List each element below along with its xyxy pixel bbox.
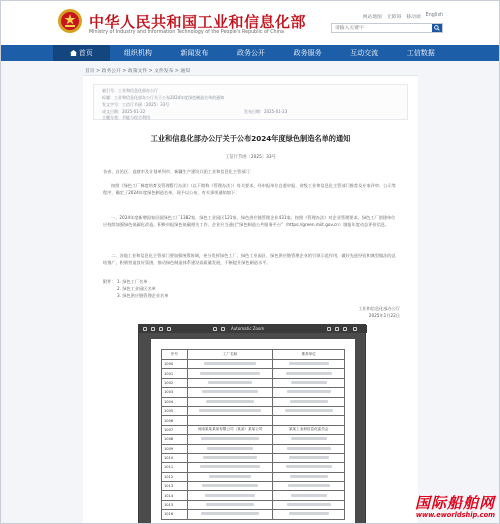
table-header-factory: 工厂名称 [187, 350, 273, 360]
signature-date: 2025年1月22日 [368, 313, 400, 318]
table-cell-factory [187, 453, 273, 462]
table-cell-index: 1002 [162, 378, 188, 387]
table-cell-factory [187, 406, 273, 415]
table-row [162, 360, 345, 369]
attachment-link-1[interactable]: 1. 绿色工厂名单 [117, 279, 148, 284]
table-cell-unit [273, 453, 345, 462]
breadcrumb[interactable]: 首页 > 政务公开 > 政策文件 > 文件发布 > 通知 [85, 69, 191, 74]
table-cell-unit [273, 472, 345, 481]
main-nav [1, 45, 500, 61]
redacted-text [286, 372, 332, 375]
table-row [162, 500, 345, 509]
redacted-text [288, 484, 330, 487]
nav-item-interaction[interactable]: 互动交流 [350, 49, 379, 57]
table-cell-index: 1011 [162, 463, 188, 472]
redacted-text [287, 447, 331, 450]
article-doc-number: 工信厅节函〔2025〕33号 [225, 155, 276, 160]
table-body [162, 360, 345, 520]
article-paragraph-3: 二、各地工业和信息化主管部门要加强统筹协调，充分发挥绿色工厂、绿色工业园区、绿色供应链管理企业的引领示范作用，做好先进经验和典型做法的总结推广，积极营造良好氛围，推动绿色制造体系建设高质量发展，不断提升绿色制造水平。 [103, 253, 396, 266]
table-row [162, 378, 345, 387]
print-icon[interactable] [327, 327, 331, 331]
zoom-in-icon[interactable] [221, 327, 225, 331]
table-row [162, 463, 345, 472]
table-cell-factory: 河南某某某某有限公司（某某）某某公司 [187, 425, 273, 434]
redacted-text [287, 503, 331, 506]
table-cell-index: 1008 [162, 435, 188, 444]
top-links [363, 13, 443, 20]
redacted-text [201, 512, 259, 515]
nav-item-services[interactable]: 政务服务 [293, 49, 322, 57]
site-title[interactable]: 中华人民共和国工业和信息化部 [89, 13, 307, 31]
document-meta [93, 84, 408, 120]
redacted-text [199, 409, 261, 412]
table-row [162, 435, 345, 444]
nav-item-government-affairs[interactable]: 政务公开 [237, 49, 266, 57]
top-link-mobile[interactable]: 移动端 [406, 15, 421, 20]
table-cell-factory [187, 444, 273, 453]
redacted-text [286, 465, 332, 468]
table-cell-index: 1007 [162, 425, 188, 434]
nav-item-label: 首页 [78, 49, 93, 57]
nav-item-organization[interactable]: 组织机构 [123, 49, 152, 57]
search-icon [434, 25, 440, 31]
sidebar-toggle-icon[interactable] [143, 327, 147, 331]
redacted-text [291, 437, 327, 440]
table-cell-factory [187, 397, 273, 406]
table-cell-unit [273, 482, 345, 491]
table-row [162, 482, 345, 491]
redacted-text [205, 494, 255, 497]
table-cell-index: 1000 [162, 360, 188, 369]
meta-title: 标题：工业和信息化部办公厅关于公布2024年度绿色制造名单的通知 [102, 95, 225, 100]
article-paragraph-2: 一、2024年度新增国家层面绿色工厂1382家、绿色工业园区121家、绿色供应链管理企业431家。按照《管理办法》对企业管理要求，绿色工厂创建单位应持续加强绿色低碳化改造，积极申报绿色低碳相关工作，企业应当通过“绿色制造公共服务平台”（https://green.miit.gov.cn）填报年度动态评价信息。 [103, 215, 396, 228]
home-icon [70, 50, 77, 56]
attachment-link-3[interactable]: 3. 绿色供应链管理企业名单 [117, 293, 169, 298]
search-button[interactable] [432, 24, 442, 32]
article-card [83, 75, 418, 524]
redacted-text [206, 503, 254, 506]
redacted-text [208, 381, 252, 384]
table-cell-unit: 某某工业和信息化委员会 [273, 425, 345, 434]
table-row [162, 425, 345, 434]
table-cell-factory [187, 491, 273, 500]
redacted-text [291, 494, 327, 497]
table-cell-unit [273, 416, 345, 425]
table-cell-unit [273, 388, 345, 397]
redacted-text [209, 475, 251, 478]
table-cell-unit [273, 397, 345, 406]
table-cell-index: 1006 [162, 416, 188, 425]
table-cell-index: 1013 [162, 482, 188, 491]
table-cell-index: 1003 [162, 388, 188, 397]
meta-publish-date: 发布日期：2025-01-23 [244, 109, 288, 114]
nav-item-news[interactable]: 新闻发布 [180, 49, 209, 57]
national-emblem-icon [57, 8, 83, 34]
redacted-text [291, 381, 327, 384]
table-row [162, 491, 345, 500]
table-cell-unit [273, 435, 345, 444]
table-cell-unit [273, 444, 345, 453]
table-cell-factory [187, 369, 273, 378]
table-cell-unit [273, 500, 345, 509]
table-cell-unit [273, 510, 345, 519]
table-row [162, 510, 345, 519]
meta-index: 索引号：工业和信息化部办公厅 [102, 88, 158, 93]
pdf-toolbar [139, 325, 367, 333]
site-header [1, 1, 500, 45]
table-row [162, 369, 345, 378]
meta-doc-number: 发文字号：工信厅节函〔2025〕33号 [102, 102, 170, 107]
pdf-viewer[interactable] [138, 324, 366, 524]
redacted-text [201, 437, 259, 440]
page-up-icon[interactable] [159, 327, 163, 331]
search-input[interactable] [335, 24, 430, 32]
table-cell-index: 1009 [162, 444, 188, 453]
page-down-icon[interactable] [167, 327, 171, 331]
meta-written-date: 成文日期：2025-01-22 [102, 109, 146, 114]
signature-org: 工业和信息化部办公厅 [358, 306, 400, 311]
table-cell-factory [187, 360, 273, 369]
redacted-text [200, 465, 260, 468]
table-cell-unit [273, 369, 345, 378]
search-box [331, 23, 443, 33]
list-table [161, 349, 345, 520]
redacted-text [290, 400, 328, 403]
top-link-english[interactable]: English [425, 13, 443, 18]
nav-item-data[interactable]: 工信数据 [406, 49, 435, 57]
redacted-text [290, 475, 328, 478]
redacted-text [203, 456, 257, 459]
table-cell-factory [187, 482, 273, 491]
table-cell-unit [273, 360, 345, 369]
table-cell-factory [187, 510, 273, 519]
table-cell-index: 1016 [162, 510, 188, 519]
watermark-url: www.eworldship.com [415, 511, 495, 519]
article-salutation: 各省、自治区、直辖市及计划单列市、新疆生产建设兵团工业和信息化主管部门： [103, 169, 254, 174]
table-cell-unit [273, 491, 345, 500]
tools-icon[interactable] [353, 327, 357, 331]
redacted-text [289, 362, 329, 365]
zoom-select[interactable]: Automatic Zoom [231, 326, 265, 331]
table-row [162, 472, 345, 481]
table-cell-factory [187, 435, 273, 444]
redacted-text [204, 362, 256, 365]
table-cell-factory [187, 378, 273, 387]
meta-category: 主题分类：节能与综合利用 [102, 115, 150, 120]
redacted-text [287, 390, 331, 393]
table-cell-index: 1004 [162, 397, 188, 406]
article-paragraph-1: 按照《绿色工厂梯度培育及管理暂行办法》（以下简称《管理办法》）有关要求，经申报单位自愿申报、省级工业和信息化主管部门推荐及专家评审、公示等程序，确定了2024年度绿色制造名单，现予以公布，有关事项通知如下： [103, 183, 396, 196]
top-link-sitemap[interactable]: 网站地图 [362, 15, 382, 20]
table-header-index: 序号 [162, 350, 188, 360]
table-cell-factory [187, 472, 273, 481]
table-cell-factory [187, 500, 273, 509]
table-row [162, 397, 345, 406]
table-cell-unit [273, 463, 345, 472]
table-cell-unit [273, 406, 345, 415]
pdf-page [151, 339, 355, 524]
nav-item-home[interactable] [53, 45, 110, 61]
redacted-text [202, 390, 258, 393]
table-row [162, 406, 345, 415]
table-row [162, 416, 345, 425]
table-cell-factory [187, 388, 273, 397]
redacted-text [289, 512, 329, 515]
site-title-english: Ministry of Industry and Information Technology of the People's Republic of China [89, 30, 284, 35]
table-cell-factory [187, 416, 273, 425]
attachments-label: 附件： [103, 279, 116, 284]
table-cell-unit [273, 378, 345, 387]
redacted-text [207, 447, 253, 450]
attachment-link-2[interactable]: 2. 绿色工业园区名单 [117, 286, 156, 291]
table-row [162, 444, 345, 453]
table-header-unit: 推荐单位 [273, 350, 345, 360]
table-cell-factory [187, 463, 273, 472]
zoom-out-icon[interactable] [213, 327, 217, 331]
table-cell-index: 1001 [162, 369, 188, 378]
table-cell-index: 1015 [162, 500, 188, 509]
top-link-accessibility[interactable]: 无障碍 [386, 15, 402, 20]
redacted-text [285, 409, 333, 412]
redacted-text [200, 372, 260, 375]
download-icon[interactable] [335, 327, 339, 331]
article-title: 工业和信息化部办公厅关于公布2024年度绿色制造名单的通知 [150, 134, 351, 143]
table-cell-index: 1005 [162, 406, 188, 415]
table-cell-index: 1014 [162, 491, 188, 500]
table-row [162, 388, 345, 397]
redacted-text [206, 400, 254, 403]
watermark-text: 国际船舶网 [414, 494, 495, 512]
table-cell-index: 1012 [162, 472, 188, 481]
table-row [162, 453, 345, 462]
redacted-text [202, 484, 258, 487]
redacted-text [289, 456, 329, 459]
table-cell-index: 1010 [162, 453, 188, 462]
watermark [415, 492, 495, 519]
find-icon[interactable] [151, 327, 155, 331]
bookmark-icon[interactable] [343, 327, 347, 331]
